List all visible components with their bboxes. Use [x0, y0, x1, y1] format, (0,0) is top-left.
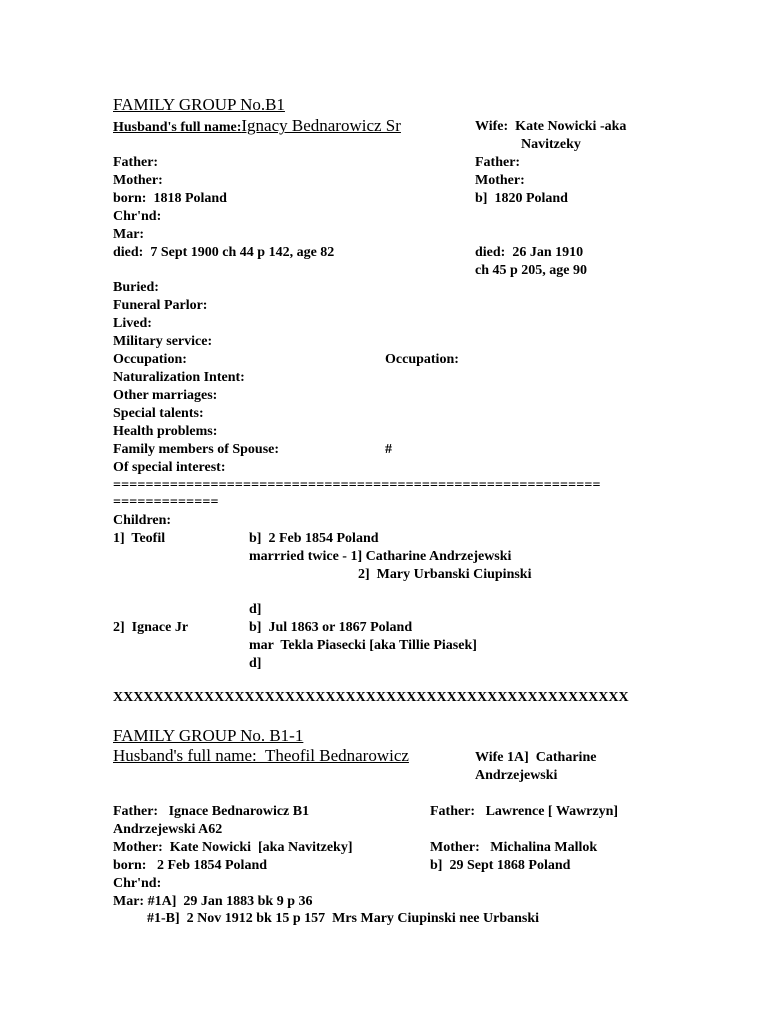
wife-line2: Navitzeky [521, 137, 581, 152]
naturalization-label: Naturalization Intent: [113, 370, 245, 385]
group2-wife-line1: Wife 1A] Catharine [475, 750, 597, 765]
child2-marriage: mar Tekla Piasecki [aka Tillie Piasek] [249, 638, 477, 653]
born-line: born: 1818 Poland [113, 191, 227, 206]
hash-mark: # [385, 442, 392, 457]
group2-marriage1: Mar: #1A] 29 Jan 1883 bk 9 p 36 [113, 894, 313, 909]
mother-label: Mother: [113, 173, 163, 188]
lived-label: Lived: [113, 316, 152, 331]
group2-father: Father: Ignace Bednarowicz B1 [113, 804, 310, 819]
child2-died: d] [249, 656, 262, 671]
wife-died-line2: ch 45 p 205, age 90 [475, 263, 587, 278]
wife-father-label: Father: [475, 155, 521, 170]
funeral-label: Funeral Parlor: [113, 298, 208, 313]
group2-wife-father: Father: Lawrence [ Wawrzyn] [430, 804, 619, 819]
group2-mother: Mother: Kate Nowicki [aka Navitzeky] [113, 840, 353, 855]
military-label: Military service: [113, 334, 213, 349]
child2-name: 2] Ignace Jr [113, 620, 189, 635]
group2-chrnd: Chr'nd: [113, 876, 162, 891]
wife-occupation-label: Occupation: [385, 352, 459, 367]
mar-label: Mar: [113, 227, 145, 242]
group1-title: FAMILY GROUP No.B1 [113, 95, 285, 114]
wife-born-line: b] 1820 Poland [475, 191, 568, 206]
children-label: Children: [113, 513, 172, 528]
child1-marriage2: 2] Mary Urbanski Ciupinski [358, 567, 532, 582]
buried-label: Buried: [113, 280, 159, 295]
group2-husband: Husband's full name: Theofil Bednarowicz [113, 746, 409, 765]
wife-mother-label: Mother: [475, 173, 525, 188]
group2-title: FAMILY GROUP No. B1-1 [113, 726, 304, 745]
family-members-label: Family members of Spouse: [113, 442, 280, 457]
child1-name: 1] Teofil [113, 531, 166, 546]
group2-wife-line2: Andrzejewski [475, 768, 558, 783]
group2-wife-born: b] 29 Sept 1868 Poland [430, 858, 571, 873]
special-interest-label: Of special interest: [113, 460, 226, 475]
group1-husband-line [113, 117, 401, 137]
chrnd-label: Chr'nd: [113, 209, 162, 224]
child1-born: b] 2 Feb 1854 Poland [249, 531, 379, 546]
x-separator: XXXXXXXXXXXXXXXXXXXXXXXXXXXXXXXXXXXXXXXXXXXXXXXXXXX [113, 690, 629, 705]
other-marriages-label: Other marriages: [113, 388, 218, 403]
died-line: died: 7 Sept 1900 ch 44 p 142, age 82 [113, 245, 335, 260]
child2-born: b] Jul 1863 or 1867 Poland [249, 620, 413, 635]
father-label: Father: [113, 155, 159, 170]
group2-born: born: 2 Feb 1854 Poland [113, 858, 268, 873]
group2-andrzejewski: Andrzejewski A62 [113, 822, 223, 837]
special-talents-label: Special talents: [113, 406, 204, 421]
husband-name: Ignacy Bednarowicz Sr [241, 116, 401, 135]
divider-line2: ============= [113, 495, 219, 510]
group2-marriage2: #1-B] 2 Nov 1912 bk 15 p 157 Mrs Mary Ciupinski nee Urbanski [147, 911, 540, 926]
child1-marriage1: marrried twice - 1] Catharine Andrzejewski [249, 549, 512, 564]
child1-died: d] [249, 602, 262, 617]
wife-died-line1: died: 26 Jan 1910 [475, 245, 584, 260]
group2-wife-mother: Mother: Michalina Mallok [430, 840, 598, 855]
husband-label: Husband's full name: [113, 120, 242, 135]
health-label: Health problems: [113, 424, 218, 439]
occupation-label: Occupation: [113, 352, 187, 367]
wife-line1: Wife: Kate Nowicki -aka [475, 119, 627, 134]
divider-line1: ============================================================ [113, 478, 601, 493]
